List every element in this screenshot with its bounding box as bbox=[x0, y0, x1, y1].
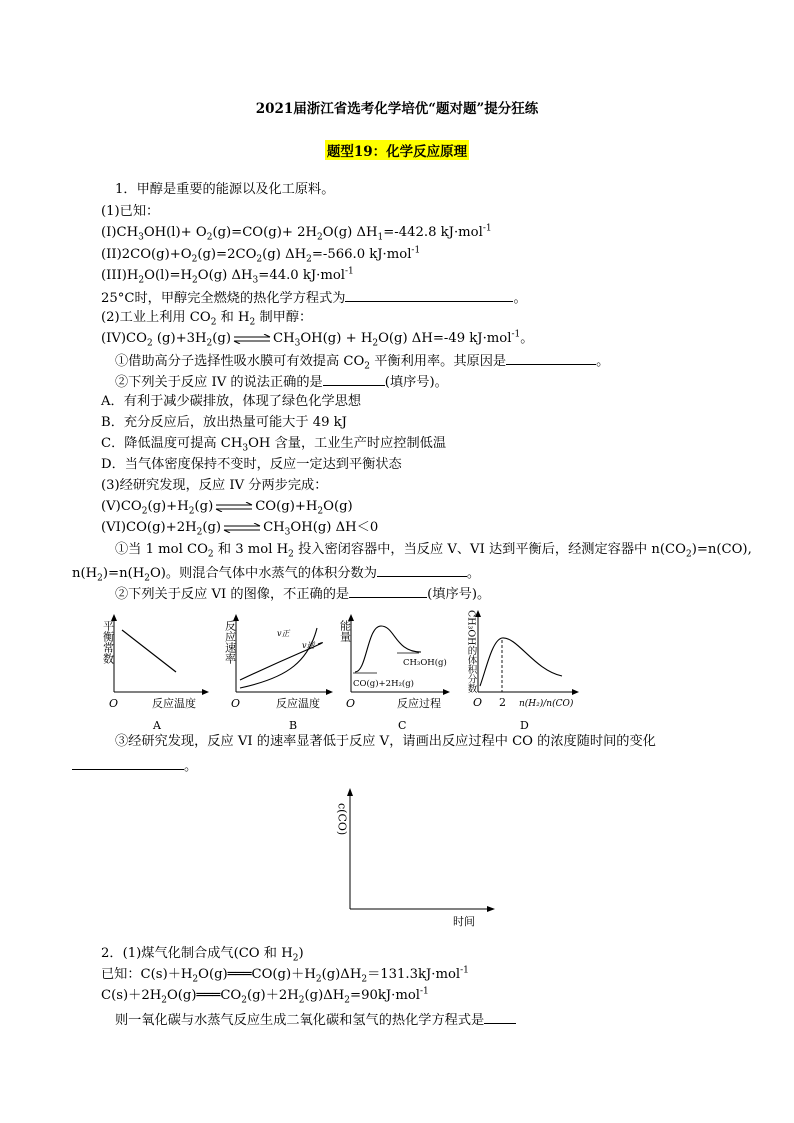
answer-blank[interactable] bbox=[484, 1010, 516, 1024]
graph-B-v-forward: v正 bbox=[277, 629, 290, 638]
graph-A-caption: A bbox=[153, 719, 161, 732]
graph-A-xlabel: 反应温度 bbox=[152, 697, 196, 710]
question-3-1: ①当 1 mol $CO_2$ 和 3 mol $H_2$ 投入密闭容器中，当反应 V、VI 达到平衡后，经测定容器中 $n(CO_2)=n(CO)$, bbox=[115, 542, 752, 560]
graph-C-reactant: CO(g)+2H₂(g) bbox=[353, 679, 414, 689]
question-25c: 25°C时，甲醇完全燃烧的热化学方程式为 。 bbox=[101, 288, 527, 308]
graph-D-xlabel: n(H₂)/n(CO) bbox=[519, 699, 574, 709]
equation-IV: $(IV)CO_2$ $(g)+3H_2(g) CH_3OH(g) + H_2O(g)$ ΔH=-49 kJ·mol$^{-1}$。 bbox=[101, 329, 534, 349]
q2-equation-1: 已知：$C(s)+H_2O(g)═══CO(g)+H_2(g)\Delta H_2=131.3kJ\cdot mol^{-1}$ bbox=[101, 965, 469, 985]
q1-part3-head: (3)经研究发现，反应 IV 分两步完成： bbox=[101, 478, 328, 493]
graph-B-origin: O bbox=[231, 697, 241, 710]
equilibrium-arrow-icon bbox=[215, 502, 253, 512]
answer-blank[interactable] bbox=[349, 584, 427, 598]
graph-C-ylabel: 能量 bbox=[338, 620, 352, 642]
q2-head: 2．(1)煤气化制合成气(CO 和 $H_2$) bbox=[101, 946, 304, 964]
equation-III: $(III)H_2O(l)=H_2O(g)$ $\Delta H_3=44.0$ kJ·mol$^{-1}$ bbox=[101, 266, 354, 286]
option-D: D．当气体密度保持不变时，反应一定达到平衡状态 bbox=[101, 457, 402, 472]
answer-blank[interactable] bbox=[345, 288, 513, 302]
answer-blank[interactable] bbox=[506, 351, 596, 365]
graph-B-v-reverse: v逆 bbox=[302, 641, 315, 650]
answer-graph[interactable] bbox=[326, 785, 498, 933]
question-3-2: ②下列关于反应 VI 的图像，不正确的是 (填序号)。 bbox=[115, 584, 490, 604]
graph-A-ylabel: 平衡常数 bbox=[101, 620, 115, 664]
option-B: B．充分反应后，放出热量可能大于 49 kJ bbox=[101, 415, 347, 430]
question-3-3-answer: 。 bbox=[72, 756, 197, 776]
graph-C-product: CH₃OH(g) bbox=[403, 658, 447, 668]
graph-B bbox=[222, 610, 334, 735]
equation-I: $(I)CH_3OH(l)+ O_2(g)=CO(g)+ 2H_2O(g)$ $\Delta H_1=-442.8$ kJ·mol$^{-1}$ bbox=[101, 223, 492, 243]
graph-A bbox=[98, 610, 210, 735]
answer-blank[interactable] bbox=[323, 372, 385, 386]
q1-part2-head: (2)工业上利用 $CO_2$ 和 $H_2$ 制甲醇： bbox=[101, 310, 313, 328]
graph-D-tick: 2 bbox=[499, 696, 506, 709]
option-A: A．有利于减少碳排放，体现了绿色化学思想 bbox=[101, 394, 362, 409]
equation-II: $(II)2CO(g)+O_2(g)=2CO_2(g)$ $\Delta H_2=-566.0$ kJ·mol$^{-1}$ bbox=[101, 245, 421, 265]
answer-graph-ylabel: c(CO) bbox=[335, 803, 349, 836]
question-2-1: ①借助高分子选择性吸水膜可有效提高 $CO_2$ 平衡利用率。其原因是 。 bbox=[115, 351, 609, 371]
q2-question: 则一氧化碳与水蒸气反应生成二氧化碳和氢气的热化学方程式是 bbox=[115, 1010, 516, 1030]
answer-blank[interactable] bbox=[72, 756, 184, 770]
answer-blank[interactable] bbox=[377, 563, 467, 577]
question-3-1-cont: $n(H_2)=n(H_2O)$。则混合气体中水蒸气的体积分数为 。 bbox=[72, 563, 480, 583]
graph-D-caption: D bbox=[520, 719, 529, 732]
graph-C-xlabel: 反应过程 bbox=[397, 697, 441, 710]
q2-equation-2: $C(s)+2H_2O(g)═══CO_2(g)+2H_2(g)\Delta H_2=90kJ\cdot mol^{-1}$ bbox=[101, 986, 429, 1006]
section-subtitle: 题型19：化学反应原理 bbox=[325, 140, 469, 160]
equation-VI: $(VI)CO(g)+2H_2(g)$ $CH_3OH(g)$ ΔH＜0 bbox=[101, 520, 379, 538]
graph-C-origin: O bbox=[346, 697, 356, 710]
equation-V: $(V)CO_2(g)+H_2(g)$ $CO(g)+H_2O(g)$ bbox=[101, 499, 353, 517]
graph-D-origin: O bbox=[473, 696, 483, 709]
option-C: C．降低温度可提高 $CH_3OH$ 含量，工业生产时应控制低温 bbox=[101, 436, 447, 454]
graph-D bbox=[462, 600, 584, 735]
graph-B-caption: B bbox=[289, 719, 298, 732]
graph-D-ylabel: CH₃OH的体积分数 bbox=[465, 610, 477, 693]
graph-C-caption: C bbox=[398, 719, 407, 732]
question-3-3: ③经研究发现，反应 VI 的速率显著低于反应 V，请画出反应过程中 CO 的浓度随时间的变化 bbox=[115, 734, 656, 749]
equilibrium-arrow-icon bbox=[223, 523, 261, 533]
graph-A-origin: O bbox=[109, 697, 119, 710]
page-title: 2021届浙江省选考化学培优“题对题”提分狂练 bbox=[255, 101, 539, 117]
graph-B-ylabel: 反应速率 bbox=[223, 620, 237, 664]
q1-intro: 1．甲醇是重要的能源以及化工原料。 bbox=[115, 182, 335, 197]
graph-C bbox=[337, 610, 453, 735]
q1-part1-head: (1)已知： bbox=[101, 204, 160, 219]
question-2-2: ②下列关于反应 IV 的说法正确的是 (填序号)。 bbox=[115, 372, 448, 392]
subtitle-wrap bbox=[0, 140, 794, 160]
equilibrium-arrow-icon bbox=[233, 334, 271, 344]
answer-graph-xlabel: 时间 bbox=[453, 915, 475, 928]
graph-B-xlabel: 反应温度 bbox=[276, 697, 320, 710]
